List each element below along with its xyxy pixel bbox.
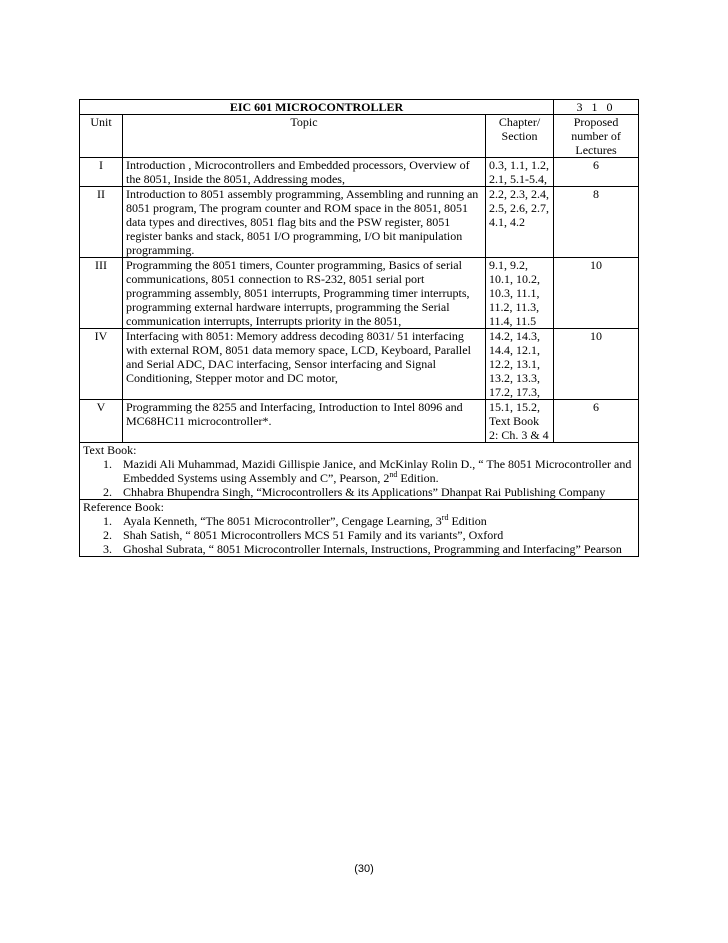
text-book-heading: Text Book: — [83, 443, 137, 457]
topic-header: Topic — [123, 115, 486, 158]
unit-row — [80, 400, 639, 443]
unit-chapter: 15.1, 15.2, Text Book 2: Ch. 3 & 4 — [486, 400, 554, 443]
unit-chapter: 9.1, 9.2, 10.1, 10.2, 10.3, 11.1, 11.2, 11.3, 11.4, 11.5 — [486, 258, 554, 329]
lectures-header: Proposed number of Lectures — [554, 115, 639, 158]
unit-lectures: 6 — [554, 400, 639, 443]
title-row — [80, 100, 639, 115]
reference-book-heading: Reference Book: — [83, 500, 164, 514]
unit-topic: Interfacing with 8051: Memory address decoding 8031/ 51 interfacing with external ROM, 8051 data memory space, LCD, Keyboard, Parallel and Serial ADC, DAC interfacing, Sensor interfacing and Signal Conditioning, Stepper motor and DC motor, — [123, 329, 486, 400]
unit-topic: Introduction , Microcontrollers and Embedded processors, Overview of the 8051, Inside the 8051, Addressing modes, — [123, 158, 486, 187]
unit-chapter: 2.2, 2.3, 2.4, 2.5, 2.6, 2.7, 4.1, 4.2 — [486, 187, 554, 258]
unit-row — [80, 329, 639, 400]
unit-lectures: 6 — [554, 158, 639, 187]
unit-chapter: 14.2, 14.3, 14.4, 12.1, 12.2, 13.1, 13.2, 13.3, 17.2, 17.3, — [486, 329, 554, 400]
course-title: EIC 601 MICROCONTROLLER — [80, 100, 554, 115]
syllabus-table — [79, 99, 639, 557]
chapter-header: Chapter/ Section — [486, 115, 554, 158]
unit-chapter: 0.3, 1.1, 1.2, 2.1, 5.1-5.4, — [486, 158, 554, 187]
unit-lectures: 8 — [554, 187, 639, 258]
page-number: (30) — [354, 863, 374, 875]
text-book-section — [80, 443, 639, 500]
reference-book-item: 1. Ayala Kenneth, “The 8051 Microcontroller”, Cengage Learning, 3rd Edition — [115, 514, 635, 528]
unit-header: Unit — [80, 115, 123, 158]
text-book-item: 1. Mazidi Ali Muhammad, Mazidi Gillispie Janice, and McKinlay Rolin D., “ The 8051 Microcontroller and Embedded Systems using Assembly and C”, Pearson, 2nd Edition. — [115, 457, 635, 485]
unit-number: I — [80, 158, 123, 187]
text-book-list — [83, 457, 635, 499]
text-book-item: 2. Chhabra Bhupendra Singh, “Microcontrollers & its Applications” Dhanpat Rai Publishing Company — [115, 485, 635, 499]
reference-book-row — [80, 500, 639, 557]
text-book-row — [80, 443, 639, 500]
reference-book-item: 2. Shah Satish, “ 8051 Microcontrollers MCS 51 Family and its variants”, Oxford — [115, 528, 635, 542]
reference-book-section — [80, 500, 639, 557]
reference-book-list — [83, 514, 635, 556]
unit-topic: Programming the 8051 timers, Counter programming, Basics of serial communications, 8051 connection to RS-232, 8051 serial port programming assembly, 8051 interrupts, Programming timer interrupts, programming external hardware interrupts, programming the Serial communication interrupts, Interrupts priority in the 8051, — [123, 258, 486, 329]
unit-row — [80, 258, 639, 329]
unit-number: IV — [80, 329, 123, 400]
unit-topic: Introduction to 8051 assembly programming, Assembling and running an 8051 program, The program counter and ROM space in the 8051, 8051 data types and directives, 8051 flag bits and the PSW register, 8051 register banks and stack, 8051 I/O programming, I/O bit manipulation programming. — [123, 187, 486, 258]
unit-row — [80, 158, 639, 187]
unit-lectures: 10 — [554, 329, 639, 400]
unit-number: V — [80, 400, 123, 443]
reference-book-item: 3. Ghoshal Subrata, “ 8051 Microcontroller Internals, Instructions, Programming and Interfacing” Pearson — [115, 542, 635, 556]
unit-lectures: 10 — [554, 258, 639, 329]
unit-row — [80, 187, 639, 258]
header-row — [80, 115, 639, 158]
unit-topic: Programming the 8255 and Interfacing, Introduction to Intel 8096 and MC68HC11 microcontroller*. — [123, 400, 486, 443]
unit-number: III — [80, 258, 123, 329]
unit-number: II — [80, 187, 123, 258]
course-ltp: 3 1 0 — [554, 100, 639, 115]
